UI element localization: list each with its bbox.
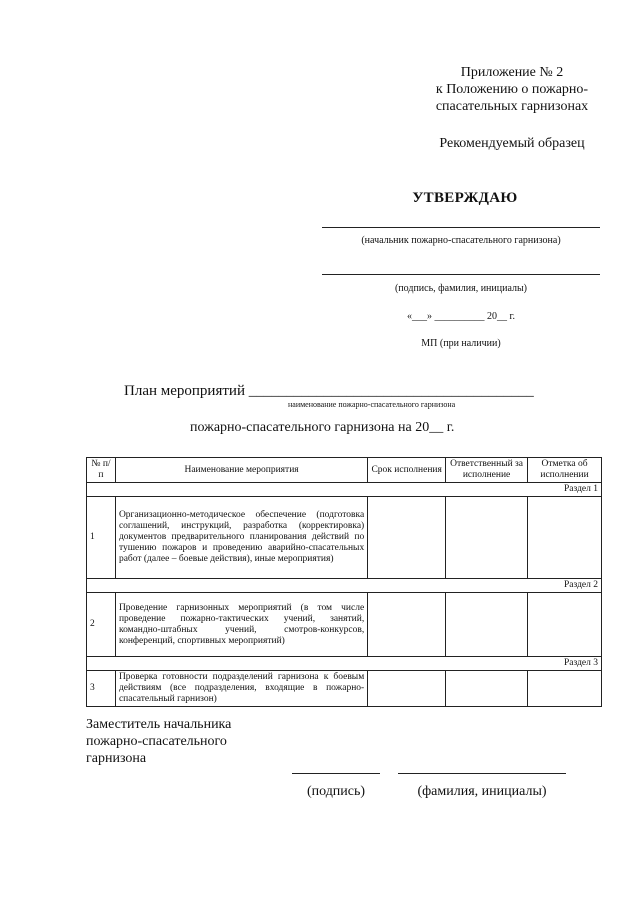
deputy-sign-caption: (подпись) (306, 784, 366, 799)
section-row-3 (87, 657, 602, 671)
table-row (87, 593, 602, 657)
signature-line (322, 274, 600, 275)
row-num-2: 2 (87, 593, 116, 657)
row-text-1: Организационно-методическое обеспечение (подготовка соглашений, инструкций, разработка (корректировка) документов предварительного планирования действий по тушению пожаров и проведению аварийно-спасательных работ (далее – боевые действия), иные мероприятия) (115, 497, 367, 579)
section-label-1: Раздел 1 (87, 483, 602, 497)
appendix-line-1: Приложение № 2 (460, 65, 564, 80)
stamp-label: МП (при наличии) (421, 338, 501, 349)
plan-title: План мероприятий ______________________________________ (124, 383, 534, 399)
section-label-3: Раздел 3 (87, 657, 602, 671)
deputy-line-1: Заместитель начальника (86, 717, 232, 732)
row-note-3 (528, 671, 602, 707)
header-deadline: Срок исполнения (368, 458, 446, 483)
row-num-3: 3 (87, 671, 116, 707)
row-note-2 (528, 593, 602, 657)
row-deadline-1 (368, 497, 446, 579)
row-responsible-1 (446, 497, 528, 579)
deputy-sign-line (292, 773, 380, 774)
row-note-1 (528, 497, 602, 579)
appendix-line-2: к Положению о пожарно- (435, 82, 589, 97)
row-deadline-3 (368, 671, 446, 707)
row-text-3: Проверка готовности подразделений гарнизона к боевым действиям (все подразделения, входящие в пожарно-спасательный гарнизон) (115, 671, 367, 707)
approval-title: УТВЕРЖДАЮ (412, 190, 518, 206)
deputy-name-caption: (фамилия, инициалы) (417, 784, 547, 799)
row-num-1: 1 (87, 497, 116, 579)
signature-caption: (подпись, фамилия, инициалы) (394, 283, 528, 294)
row-deadline-2 (368, 593, 446, 657)
plan-subtitle: пожарно-спасательного гарнизона на 20__ г. (190, 420, 455, 435)
section-row-1 (87, 483, 602, 497)
table-row (87, 671, 602, 707)
header-name: Наименование мероприятия (115, 458, 367, 483)
head-name-line (322, 227, 600, 228)
header-note: Отметка об исполнении (528, 458, 602, 483)
events-table (86, 457, 602, 707)
head-caption: (начальник пожарно-спасательного гарнизона) (361, 235, 561, 246)
recommended-sample-label: Рекомендуемый образец (439, 136, 585, 151)
row-responsible-3 (446, 671, 528, 707)
row-text-2: Проведение гарнизонных мероприятий (в том числе проведение пожарно-тактических учений, занятий, командно-штабных учений, смотров-конкурсов, конференций, спортивных мероприятий) (115, 593, 367, 657)
deputy-name-line (398, 773, 566, 774)
header-responsible: Ответственный за исполнение (446, 458, 528, 483)
section-label-2: Раздел 2 (87, 579, 602, 593)
appendix-header (412, 64, 612, 115)
header-num: № п/п (87, 458, 116, 483)
deputy-line-3: гарнизона (86, 751, 147, 766)
plan-name-caption: наименование пожарно-спасательного гарнизона (288, 400, 456, 409)
deputy-line-2: пожарно-спасательного (86, 734, 227, 749)
table-header-row (87, 458, 602, 483)
table-row (87, 497, 602, 579)
deputy-signature-block (86, 716, 231, 767)
section-row-2 (87, 579, 602, 593)
date-line: «___» __________ 20__ г. (407, 311, 515, 322)
appendix-line-3: спасательных гарнизонах (435, 99, 589, 114)
row-responsible-2 (446, 593, 528, 657)
